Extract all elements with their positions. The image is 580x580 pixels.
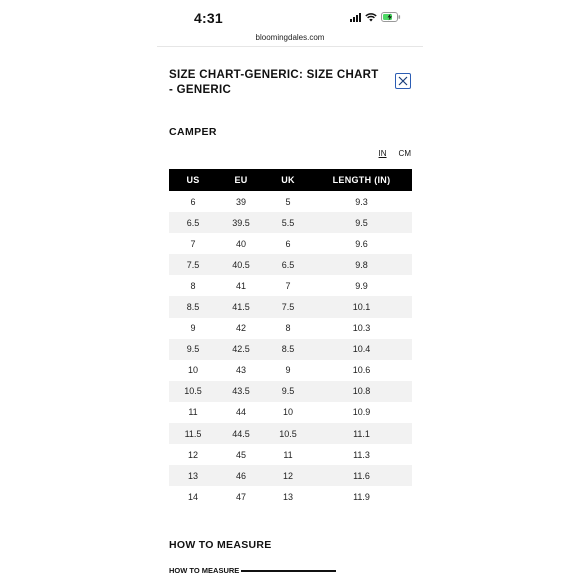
- close-icon: [398, 76, 408, 86]
- measure-rule: [241, 570, 336, 572]
- cell-uk: 9: [285, 365, 291, 376]
- table-row: [169, 339, 412, 360]
- header-length: LENGTH (IN): [311, 169, 412, 191]
- wifi-icon: [365, 13, 377, 22]
- cell-eu: 40: [235, 238, 246, 249]
- table-row: [169, 423, 412, 444]
- cell-us: 7.5: [169, 254, 217, 275]
- cell-length: 10.9: [352, 407, 371, 418]
- cell-length: 11.1: [311, 423, 412, 444]
- size-chart-table: [169, 169, 412, 507]
- cell-length: 11.9: [353, 491, 370, 502]
- browser-divider: [157, 46, 423, 47]
- table-row: [169, 254, 412, 275]
- cell-length: 9.6: [355, 238, 368, 249]
- cell-us: 9.5: [169, 339, 217, 360]
- cell-eu: 41: [235, 280, 246, 291]
- signal-icon: [350, 12, 361, 22]
- cell-us: 11: [188, 407, 198, 418]
- cell-length: 9.8: [311, 254, 412, 275]
- cell-eu: 41.5: [217, 296, 265, 317]
- table-header-row: [169, 169, 412, 191]
- cell-length: 9.3: [355, 196, 368, 207]
- cell-length: 11.3: [353, 449, 370, 460]
- dialog-title: SIZE CHART-GENERIC: SIZE CHART - GENERIC: [169, 69, 379, 96]
- cell-us: 7: [190, 238, 196, 249]
- cell-us: 8: [190, 280, 196, 291]
- cell-eu: 40.5: [217, 254, 265, 275]
- header-eu: EU: [217, 169, 265, 191]
- unit-in-link[interactable]: IN: [378, 149, 387, 158]
- cell-eu: 44: [235, 407, 246, 418]
- unit-cm-link[interactable]: CM: [398, 149, 411, 158]
- cell-length: 11.6: [311, 465, 412, 486]
- table-body: [169, 191, 412, 507]
- cell-eu: 46: [217, 465, 265, 486]
- cell-length: 10.1: [311, 296, 412, 317]
- cell-eu: 45: [235, 449, 246, 460]
- cell-us: 6.5: [169, 212, 217, 233]
- cell-eu: 44.5: [217, 423, 265, 444]
- cell-eu: 43.5: [217, 381, 265, 402]
- cell-eu: 42.5: [217, 339, 265, 360]
- cell-uk: 8.5: [265, 339, 311, 360]
- close-button[interactable]: [395, 73, 411, 89]
- cell-uk: 5: [285, 196, 291, 207]
- cell-uk: 10: [282, 407, 293, 418]
- cell-eu: 47: [235, 491, 246, 502]
- cell-us: 11.5: [169, 423, 217, 444]
- brand-heading: CAMPER: [169, 126, 217, 138]
- table-row: [169, 191, 412, 212]
- cell-uk: 6: [285, 238, 291, 249]
- header-us: US: [169, 169, 217, 191]
- table-row: [169, 233, 412, 254]
- cell-uk: 13: [282, 491, 293, 502]
- phone-screen: [157, 0, 423, 580]
- status-icons: [350, 12, 401, 22]
- how-to-measure-subheading: [169, 566, 336, 575]
- table-row: [169, 212, 412, 233]
- cell-uk: 10.5: [265, 423, 311, 444]
- unit-toggle: [379, 149, 411, 158]
- cell-length: 10.3: [352, 323, 371, 334]
- table-row: [169, 444, 412, 465]
- cell-length: 10.4: [311, 339, 412, 360]
- cell-length: 10.6: [352, 365, 371, 376]
- cell-uk: 12: [265, 465, 311, 486]
- cell-uk: 7.5: [265, 296, 311, 317]
- cell-uk: 9.5: [265, 381, 311, 402]
- address-bar-url[interactable]: bloomingdales.com: [255, 33, 325, 42]
- cell-length: 10.8: [311, 381, 412, 402]
- cell-us: 9: [190, 323, 196, 334]
- cell-length: 9.9: [355, 280, 368, 291]
- cell-us: 10: [187, 365, 198, 376]
- status-time: 4:31: [194, 10, 223, 26]
- cell-eu: 43: [235, 365, 246, 376]
- cell-us: 14: [187, 491, 198, 502]
- battery-charging-icon: [381, 12, 401, 22]
- cell-us: 13: [169, 465, 217, 486]
- cell-eu: 42: [235, 323, 246, 334]
- cell-uk: 6.5: [265, 254, 311, 275]
- header-uk: UK: [265, 169, 311, 191]
- cell-us: 10.5: [169, 381, 217, 402]
- table-row: [169, 381, 412, 402]
- table-row: [169, 275, 412, 296]
- table-row: [169, 486, 412, 507]
- cell-us: 8.5: [169, 296, 217, 317]
- cell-uk: 11: [283, 449, 293, 460]
- table-row: [169, 360, 412, 381]
- table-row: [169, 296, 412, 317]
- cell-uk: 5.5: [265, 212, 311, 233]
- cell-uk: 7: [285, 280, 291, 291]
- cell-eu: 39.5: [217, 212, 265, 233]
- how-to-measure-heading: HOW TO MEASURE: [169, 539, 272, 551]
- cell-us: 6: [190, 196, 196, 207]
- table-row: [169, 318, 412, 339]
- how-to-measure-label: HOW TO MEASURE: [169, 566, 240, 575]
- cell-length: 9.5: [311, 212, 412, 233]
- table-row: [169, 402, 412, 423]
- cell-us: 12: [187, 449, 198, 460]
- cell-eu: 39: [235, 196, 246, 207]
- table-row: [169, 465, 412, 486]
- cell-uk: 8: [285, 323, 291, 334]
